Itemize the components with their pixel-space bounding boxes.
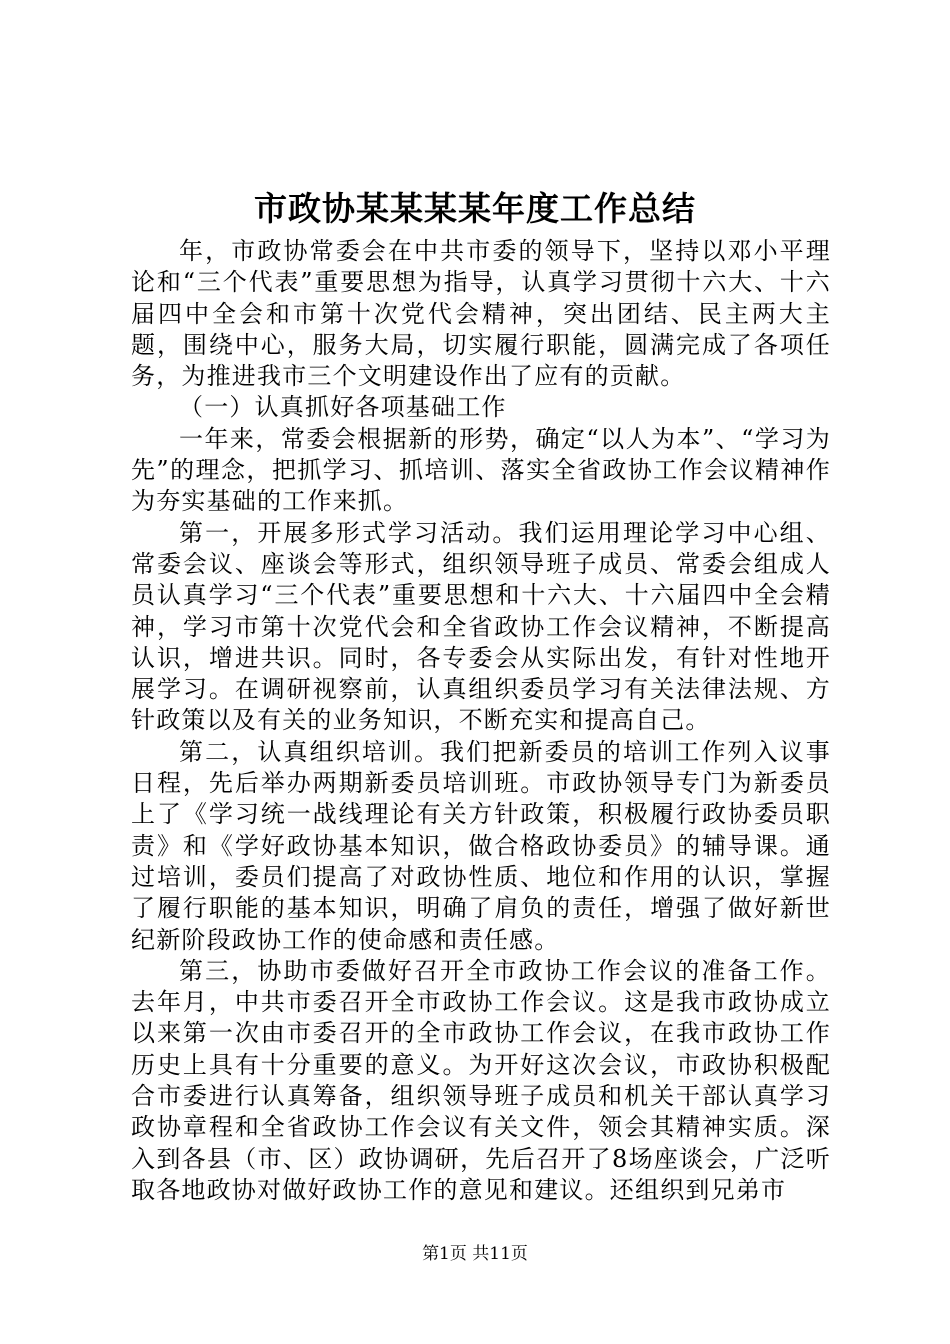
paragraph-third: 第三，协助市委做好召开全市政协工作会议的准备工作。去年月，中共市委召开全市政协工作会议。这是我市政协成立以来第一次由市委召开的全市政协工作会议，在我市政协工作历史上具有十分重要的意义。为开好这次会议，市政协积极配合市委进行认真筹备，组织领导班子成员和机关干部认真学习政协章程和全省政协工作会议有关文件，领会其精神实质。深入到各县（市、区）政协调研，先后召开了8场座谈会，广泛听取各地政协对做好政协工作的意见和建议。还组织到兄弟市 [131, 956, 831, 1204]
paragraph-first: 第一，开展多形式学习活动。我们运用理论学习中心组、常委会议、座谈会等形式，组织领导班子成员、常委会组成人员认真学习“三个代表”重要思想和十六大、十六届四中全会精神，学习市第十次党代会和全省政协工作会议精神，不断提高认识，增进共识。同时，各专委会从实际出发，有针对性地开展学习。在调研视察前，认真组织委员学习有关法律法规、方针政策以及有关的业务知识，不断充实和提高自己。 [131, 518, 831, 735]
paragraph-overview: 一年来，常委会根据新的形势，确定“以人为本”、“学习为先”的理念，把抓学习、抓培训、落实全省政协工作会议精神作为夯实基础的工作来抓。 [131, 424, 831, 516]
document-title: 市政协某某某某年度工作总结 [254, 189, 696, 228]
paragraph-second: 第二，认真组织培训。我们把新委员的培训工作列入议事日程，先后举办两期新委员培训班。市政协领导专门为新委员上了《学习统一战线理论有关方针政策，积极履行政协委员职责》和《学好政协基本知识，做合格政协委员》的辅导课。通过培训，委员们提高了对政协性质、地位和作用的认识，掌握了履行职能的基本知识，明确了肩负的责任，增强了做好新世纪新阶段政协工作的使命感和责任感。 [131, 737, 831, 954]
document-body [131, 236, 831, 1206]
page-footer: 第1页 共11页 [422, 1244, 528, 1264]
paragraph-intro: 年，市政协常委会在中共市委的领导下，坚持以邓小平理论和“三个代表”重要思想为指导，认真学习贯彻十六大、十六届四中全会和市第十次党代会精神，突出团结、民主两大主题，围绕中心，服务大局，切实履行职能，圆满完成了各项任务，为推进我市三个文明建设作出了应有的贡献。 [131, 237, 831, 391]
section-heading: （一）认真抓好各项基础工作 [179, 393, 507, 422]
